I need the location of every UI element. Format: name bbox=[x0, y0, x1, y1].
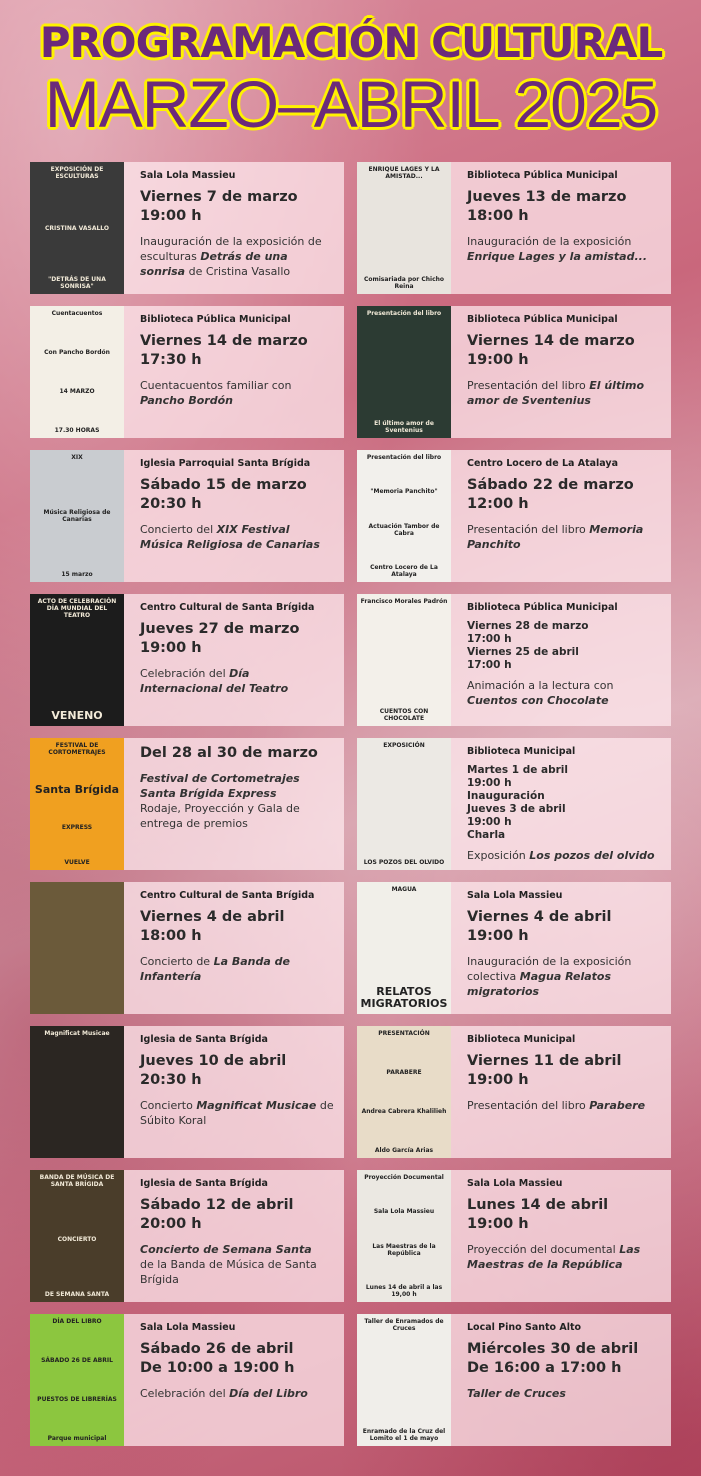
event-info bbox=[451, 882, 671, 1014]
event-date: Jueves 13 de marzo bbox=[467, 189, 627, 205]
event-time: 12:00 h bbox=[467, 496, 529, 512]
event-info bbox=[124, 1026, 344, 1158]
event-info bbox=[451, 306, 671, 438]
event-highlight: Día del Libro bbox=[229, 1387, 308, 1400]
event-time: De 10:00 a 19:00 h bbox=[140, 1360, 295, 1376]
event-card[interactable] bbox=[30, 594, 344, 726]
event-card[interactable] bbox=[357, 1170, 671, 1302]
event-card[interactable] bbox=[30, 738, 344, 870]
event-card[interactable] bbox=[30, 306, 344, 438]
event-time: 19:00 h bbox=[467, 1216, 529, 1232]
poster-text: Enramado de la Cruz del Lomito el 1 de mayo bbox=[362, 1428, 446, 1442]
poster-text: FESTIVAL DE CORTOMETRAJES bbox=[48, 742, 106, 756]
poster-text: XIX bbox=[71, 454, 83, 461]
event-date: Viernes 4 de abril bbox=[140, 909, 285, 925]
event-description bbox=[140, 666, 334, 696]
event-description bbox=[140, 522, 334, 552]
event-description bbox=[140, 1242, 334, 1287]
event-time: 19:00 h bbox=[467, 928, 529, 944]
event-poster bbox=[357, 162, 451, 294]
event-card[interactable] bbox=[357, 1314, 671, 1446]
event-time: De 16:00 a 17:00 h bbox=[467, 1360, 622, 1376]
event-info bbox=[124, 306, 344, 438]
event-card[interactable] bbox=[357, 738, 671, 870]
event-info bbox=[124, 1314, 344, 1446]
event-date: Viernes 11 de abril bbox=[467, 1053, 622, 1069]
event-time: 18:00 h bbox=[140, 928, 202, 944]
event-highlight: Taller de Cruces bbox=[467, 1387, 566, 1400]
event-date-line: Viernes 25 de abril bbox=[467, 646, 579, 658]
event-description-text: Celebración del bbox=[140, 1387, 230, 1400]
event-date: Sábado 22 de marzo bbox=[467, 477, 634, 493]
event-description bbox=[140, 1386, 334, 1401]
event-date: Viernes 14 de marzo bbox=[467, 333, 635, 349]
event-description-text: Concierto del bbox=[140, 523, 217, 536]
event-highlight: Los pozos del olvido bbox=[529, 849, 655, 862]
event-card[interactable] bbox=[30, 1026, 344, 1158]
event-time: 19:00 h bbox=[140, 640, 202, 656]
event-date-line: Inauguración bbox=[467, 790, 545, 802]
event-venue: Sala Lola Massieu bbox=[140, 170, 236, 181]
poster-text: Proyección Documental bbox=[364, 1174, 444, 1181]
poster-text: ACTO DE CELEBRACIÓN DÍA MUNDIAL DEL TEATRO bbox=[37, 598, 117, 619]
event-description bbox=[467, 954, 661, 999]
event-venue: Iglesia de Santa Brígida bbox=[140, 1034, 268, 1045]
event-venue: Sala Lola Massieu bbox=[467, 1178, 563, 1189]
poster-text: Cuentacuentos bbox=[51, 310, 103, 317]
poster-text: DE SEMANA SANTA bbox=[44, 1291, 110, 1298]
event-description-tail: de Súbito Koral bbox=[140, 1099, 334, 1127]
event-time: 20:00 h bbox=[140, 1216, 202, 1232]
event-time: 20:30 h bbox=[140, 1072, 202, 1088]
event-venue: Local Pino Santo Alto bbox=[467, 1322, 582, 1333]
poster-text: Centro Locero de La Atalaya bbox=[370, 563, 438, 578]
event-date-line: Charla bbox=[467, 829, 506, 841]
event-date: Jueves 27 de marzo bbox=[140, 621, 300, 637]
event-poster bbox=[30, 162, 124, 294]
event-card[interactable] bbox=[357, 450, 671, 582]
event-date: Viernes 7 de marzo bbox=[140, 189, 298, 205]
poster-text: Santa Brígida bbox=[34, 783, 120, 796]
event-venue: Biblioteca Pública Municipal bbox=[467, 314, 618, 325]
event-description-text: Inauguración de la exposición bbox=[467, 235, 632, 248]
poster-text: EXPOSICIÓN bbox=[383, 742, 425, 749]
event-description-text: Concierto de bbox=[140, 955, 214, 968]
event-venue: Biblioteca Pública Municipal bbox=[467, 170, 618, 181]
event-description bbox=[140, 771, 334, 831]
event-info bbox=[124, 882, 344, 1014]
event-poster bbox=[30, 1170, 124, 1302]
poster-text: Las Maestras de la República bbox=[372, 1242, 436, 1257]
event-poster bbox=[357, 1026, 451, 1158]
event-poster bbox=[357, 594, 451, 726]
poster-text: LOS POZOS DEL OLVIDO bbox=[363, 859, 445, 866]
event-poster bbox=[357, 1170, 451, 1302]
event-description-text: de la Banda de Música de Santa Brígida bbox=[140, 1258, 317, 1286]
event-poster bbox=[357, 882, 451, 1014]
event-description bbox=[467, 522, 661, 552]
event-description bbox=[467, 678, 661, 708]
event-description bbox=[140, 1098, 334, 1128]
event-time: 19:00 h bbox=[140, 208, 202, 224]
event-description-text: Concierto bbox=[140, 1099, 197, 1112]
event-date-line: 17:00 h bbox=[467, 633, 512, 645]
event-date-line: 19:00 h bbox=[467, 777, 512, 789]
poster-text: 14 MARZO bbox=[59, 388, 95, 395]
event-poster bbox=[30, 882, 124, 1014]
event-description bbox=[140, 234, 334, 279]
event-info bbox=[451, 738, 671, 870]
event-description-text: Inauguración de la exposición colectiva bbox=[467, 955, 632, 983]
event-highlight: Detrás de una sonrisa bbox=[140, 250, 288, 278]
event-info bbox=[451, 1026, 671, 1158]
event-poster bbox=[357, 450, 451, 582]
event-date: Viernes 4 de abril bbox=[467, 909, 612, 925]
event-venue: Biblioteca Municipal bbox=[467, 746, 576, 757]
event-venue: Biblioteca Pública Municipal bbox=[467, 602, 618, 613]
event-poster bbox=[30, 594, 124, 726]
event-date-line: Martes 1 de abril bbox=[467, 764, 568, 776]
event-info bbox=[451, 1314, 671, 1446]
event-description-text: Presentación del libro bbox=[467, 1099, 590, 1112]
event-poster bbox=[30, 450, 124, 582]
poster-text: PRESENTACIÓN bbox=[378, 1030, 430, 1037]
event-poster bbox=[30, 306, 124, 438]
event-time: 17:30 h bbox=[140, 352, 202, 368]
event-date: Sábado 26 de abril bbox=[140, 1341, 294, 1357]
poster-text: DÍA DEL LIBRO bbox=[52, 1318, 102, 1325]
poster-text: CRISTINA VASALLO bbox=[44, 224, 110, 232]
poster-text: SÁBADO 26 DE ABRIL bbox=[41, 1357, 113, 1364]
poster-text: 15 marzo bbox=[61, 571, 93, 578]
event-venue: Iglesia Parroquial Santa Brígida bbox=[140, 458, 311, 469]
event-venue: Centro Locero de La Atalaya bbox=[467, 458, 619, 469]
event-description bbox=[467, 234, 661, 264]
header bbox=[0, 0, 701, 150]
event-highlight: XIX Festival Música Religiosa de Canarias bbox=[140, 523, 320, 551]
event-date-line: Jueves 3 de abril bbox=[467, 803, 566, 815]
event-highlight: Concierto de Semana Santa bbox=[140, 1243, 312, 1256]
event-card[interactable] bbox=[357, 162, 671, 294]
poster-text: CUENTOS CON CHOCOLATE bbox=[379, 708, 429, 722]
page-title: PROGRAMACIÓN CULTURAL bbox=[39, 18, 663, 67]
event-info bbox=[124, 1170, 344, 1302]
event-card[interactable] bbox=[357, 1026, 671, 1158]
poster-text: ENRIQUE LAGES Y LA AMISTAD... bbox=[368, 166, 440, 180]
event-time: 18:00 h bbox=[467, 208, 529, 224]
event-date: Jueves 10 de abril bbox=[140, 1053, 287, 1069]
event-venue: Biblioteca Pública Municipal bbox=[140, 314, 291, 325]
event-venue: Centro Cultural de Santa Brígida bbox=[140, 890, 315, 901]
poster-text: 17.30 HORAS bbox=[54, 427, 100, 434]
event-highlight: Parabere bbox=[589, 1099, 646, 1112]
event-description-text: Inauguración de la exposición de esculturas bbox=[140, 235, 322, 263]
event-poster bbox=[357, 738, 451, 870]
event-description-text: Proyección del documental bbox=[467, 1243, 620, 1256]
event-venue: Iglesia de Santa Brígida bbox=[140, 1178, 268, 1189]
event-card[interactable] bbox=[30, 162, 344, 294]
event-highlight: Pancho Bordón bbox=[140, 394, 233, 407]
event-card[interactable] bbox=[357, 882, 671, 1014]
event-description-text: Rodaje, Proyección y Gala de entrega de premios bbox=[140, 802, 300, 830]
poster-text: Sala Lola Massieu bbox=[373, 1208, 435, 1216]
poster-text: "DETRÁS DE UNA SONRISA" bbox=[48, 276, 106, 290]
event-description-text: Exposición bbox=[467, 849, 530, 862]
poster-text: Parque municipal bbox=[47, 1435, 107, 1442]
event-highlight: Las Maestras de la República bbox=[467, 1243, 641, 1271]
poster-text: Comisariada por Chicho Reina bbox=[363, 276, 445, 290]
event-time: 20:30 h bbox=[140, 496, 202, 512]
event-info bbox=[451, 450, 671, 582]
event-date: Lunes 14 de abril bbox=[467, 1197, 609, 1213]
event-description bbox=[467, 1386, 661, 1401]
poster-text: Música Religiosa de Canarias bbox=[43, 509, 111, 523]
event-description-tail: de Cristina Vasallo bbox=[185, 265, 291, 278]
event-poster bbox=[357, 306, 451, 438]
event-venue: Sala Lola Massieu bbox=[467, 890, 563, 901]
poster-text: EXPOSICIÓN DE ESCULTURAS bbox=[50, 166, 104, 180]
poster-text: Magnificat Musicae bbox=[44, 1030, 110, 1037]
event-description-text: Presentación del libro bbox=[467, 523, 590, 536]
event-card[interactable] bbox=[357, 594, 671, 726]
event-info bbox=[124, 162, 344, 294]
event-highlight: Día Internacional del Teatro bbox=[140, 667, 289, 695]
event-info bbox=[451, 162, 671, 294]
event-highlight: Cuentos con Chocolate bbox=[467, 694, 609, 707]
event-date: Sábado 15 de marzo bbox=[140, 477, 307, 493]
poster-text: MAGUA bbox=[391, 886, 417, 893]
event-description-text: Cuentacuentos familiar con bbox=[140, 379, 292, 392]
poster-text: El último amor de Sventenius bbox=[374, 420, 434, 434]
page-subtitle: MARZO–ABRIL 2025 bbox=[44, 67, 658, 141]
poster-text: PUESTOS DE LIBRERÍAS bbox=[37, 1396, 117, 1403]
event-poster bbox=[30, 1314, 124, 1446]
event-poster bbox=[30, 1026, 124, 1158]
event-card[interactable] bbox=[30, 1170, 344, 1302]
poster-text: RELATOS MIGRATORIOS bbox=[360, 985, 448, 1010]
poster-text: VENENO bbox=[51, 709, 103, 722]
event-date: Viernes 14 de marzo bbox=[140, 333, 308, 349]
event-description-text: Celebración del bbox=[140, 667, 230, 680]
event-highlight: Magua Relatos migratorios bbox=[467, 970, 612, 998]
poster-text: EXPRESS bbox=[61, 824, 93, 831]
event-time: 19:00 h bbox=[467, 1072, 529, 1088]
poster-text: CONCIERTO bbox=[57, 1236, 97, 1243]
event-description bbox=[140, 954, 334, 984]
event-poster bbox=[30, 738, 124, 870]
event-card[interactable] bbox=[357, 306, 671, 438]
event-info bbox=[124, 594, 344, 726]
event-venue: Sala Lola Massieu bbox=[140, 1322, 236, 1333]
event-description bbox=[467, 378, 661, 408]
event-description bbox=[467, 848, 661, 863]
event-info bbox=[451, 594, 671, 726]
poster-text: Presentación del libro bbox=[366, 310, 442, 317]
event-info bbox=[124, 738, 344, 870]
event-highlight: El último amor de Sventenius bbox=[467, 379, 644, 407]
event-venue: Biblioteca Municipal bbox=[467, 1034, 576, 1045]
event-card[interactable] bbox=[30, 1314, 344, 1446]
event-date-line: 19:00 h bbox=[467, 816, 512, 828]
event-time: 19:00 h bbox=[467, 352, 529, 368]
poster-text: BANDA DE MÚSICA DE SANTA BRÍGIDA bbox=[39, 1174, 115, 1188]
event-highlight: Magnificat Musicae bbox=[196, 1099, 317, 1112]
event-highlight: Festival de Cortometrajes Santa Brígida Express bbox=[140, 772, 300, 800]
event-highlight: La Banda de Infantería bbox=[140, 955, 290, 983]
event-date-line: 17:00 h bbox=[467, 659, 512, 671]
event-info bbox=[451, 1170, 671, 1302]
poster-text: PARABERE bbox=[386, 1069, 422, 1076]
event-description bbox=[467, 1242, 661, 1272]
event-description bbox=[140, 378, 334, 408]
event-description-text: Presentación del libro bbox=[467, 379, 590, 392]
poster-text: Aldo García Arias bbox=[374, 1147, 434, 1154]
event-card[interactable] bbox=[30, 882, 344, 1014]
event-date: Miércoles 30 de abril bbox=[467, 1341, 639, 1357]
event-highlight: Enrique Lages y la amistad... bbox=[467, 250, 647, 263]
event-date: Del 28 al 30 de marzo bbox=[140, 745, 318, 761]
event-description-text: Animación a la lectura con bbox=[467, 679, 614, 692]
poster-text: "Memoria Panchito" bbox=[370, 488, 438, 496]
event-card[interactable] bbox=[30, 450, 344, 582]
poster-text: Lunes 14 de abril a las 19,00 h bbox=[365, 1283, 443, 1298]
event-date: Sábado 12 de abril bbox=[140, 1197, 294, 1213]
poster-text: Actuación Tambor de Cabra bbox=[368, 522, 440, 537]
poster-text: Taller de Enramados de Cruces bbox=[364, 1318, 444, 1332]
event-venue: Centro Cultural de Santa Brígida bbox=[140, 602, 315, 613]
poster-text: Presentación del libro bbox=[366, 454, 442, 461]
event-poster bbox=[357, 1314, 451, 1446]
event-info bbox=[124, 450, 344, 582]
poster-text: Con Pancho Bordón bbox=[44, 349, 110, 356]
poster-text: Francisco Morales Padrón bbox=[360, 598, 448, 605]
event-description bbox=[467, 1098, 661, 1113]
event-date-line: Viernes 28 de marzo bbox=[467, 620, 589, 632]
poster-text: VUELVE bbox=[64, 859, 90, 866]
event-highlight: Memoria Panchito bbox=[467, 523, 644, 551]
poster-text: Andrea Cabrera Khalilieh bbox=[361, 1108, 447, 1115]
